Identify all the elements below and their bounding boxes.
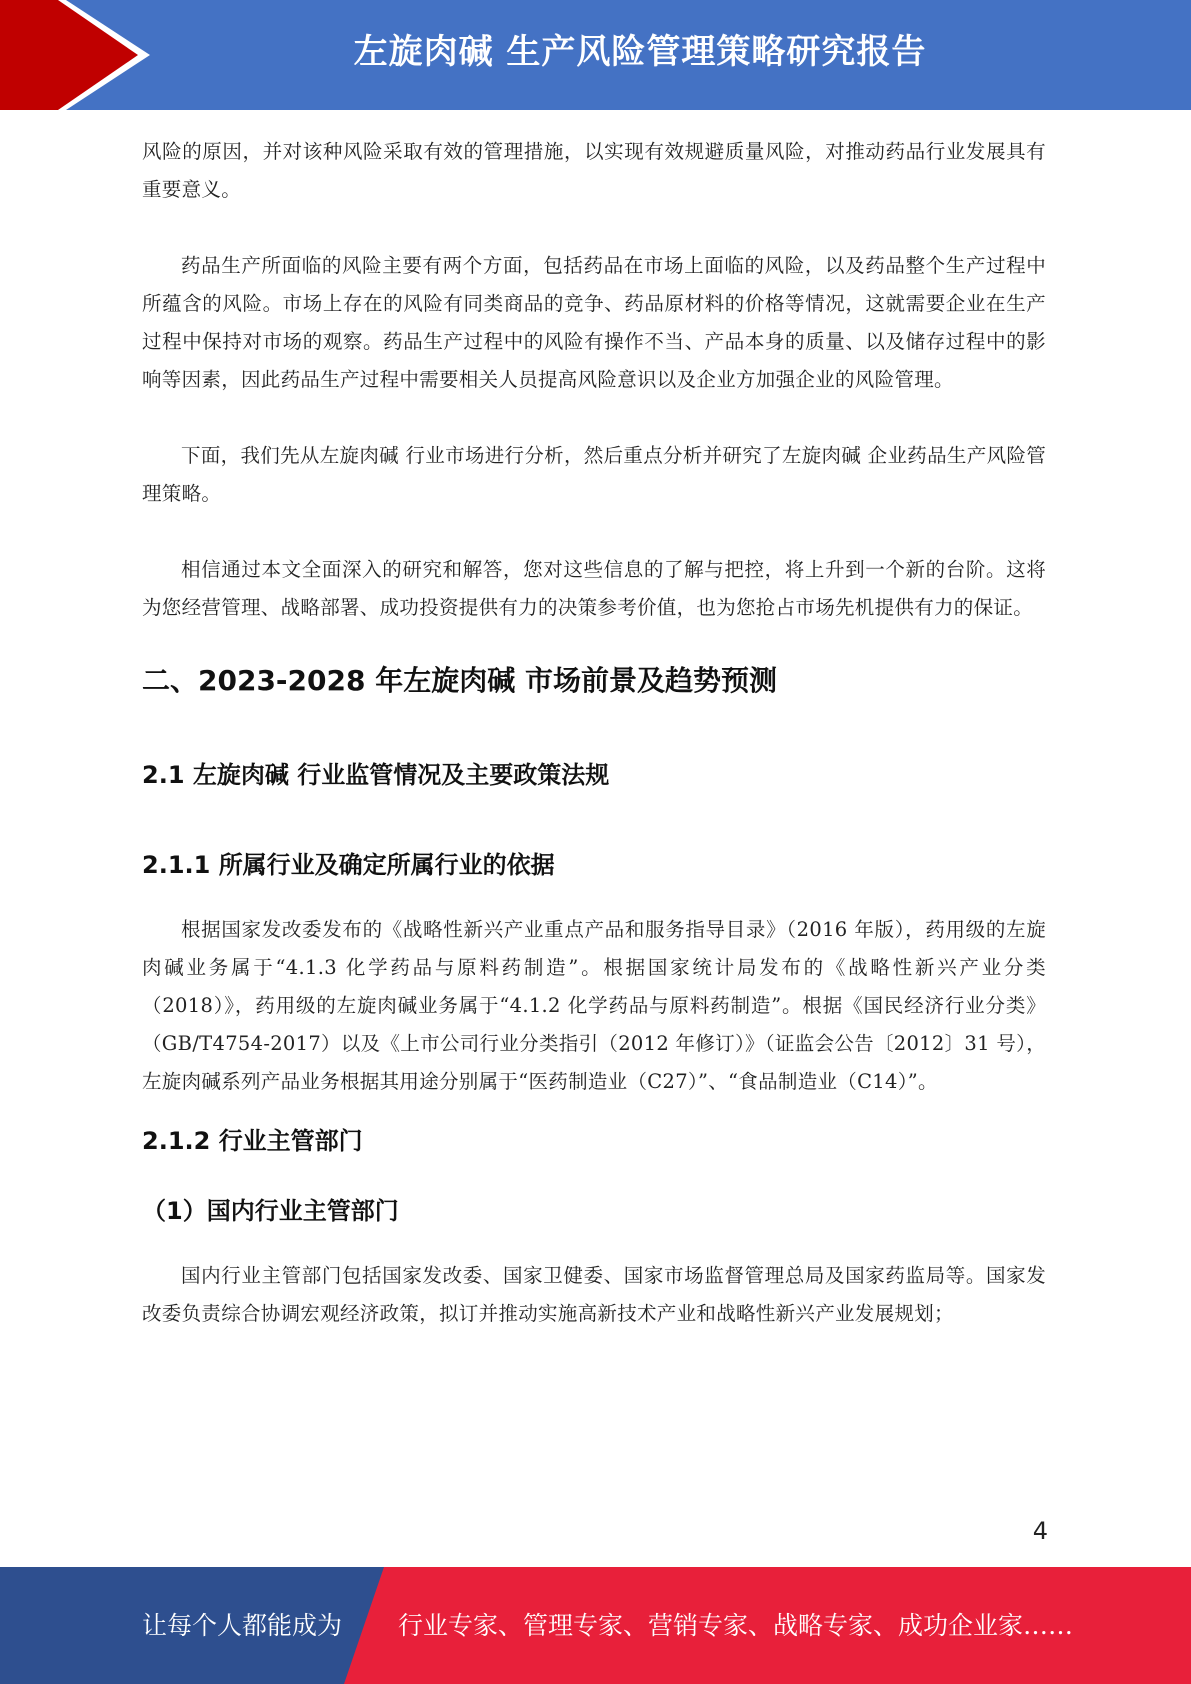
footer-slogan-left: 让每个人都能成为 (142, 1611, 343, 1640)
paragraph-risk-reasons: 风险的原因，并对该种风险采取有效的管理措施，以实现有效规避质量风险，对推动药品行业发展具有重要意义。 (142, 140, 1046, 201)
footer-slogan-right: 行业专家、管理专家、营销专家、战略专家、成功企业家…… (398, 1611, 1074, 1640)
document-title: 左旋肉碱 生产风险管理策略研究报告 (353, 32, 927, 72)
document-body (142, 133, 1046, 1333)
subsection-heading-2-1-2: 2.1.2 行业主管部门 (142, 1127, 363, 1155)
paragraph-analysis-intro: 下面，我们先从左旋肉碱 行业市场进行分析，然后重点分析并研究了左旋肉碱 企业药品生产风险管理策略。 (142, 444, 1046, 505)
header-banner (0, 0, 1191, 110)
section-heading-2: 二、2023-2028 年左旋肉碱 市场前景及趋势预测 (142, 664, 777, 697)
paragraph-industry-classification: 根据国家发改委发布的《战略性新兴产业重点产品和服务指导目录》（2016 年版），药用级的左旋肉碱业务属于“4.1.3 化学药品与原料药制造”。根据国家统计局发布的《战略性新兴产业分类（2018）》，药用级的左旋肉碱业务属于“4.1.2 化学药品与原料药制造”。根据《国民经济行业分类》 （GB/T4754-2017）以及《上市公司行业分类指引（2012 年修订）》（证监会公告〔2012〕31 号），左旋肉碱系列产品业务根据其用途分别属于“医药制造业（C27）”、“食品制造业（C14）”。 (142, 918, 1046, 1093)
paragraph-value-statement: 相信通过本文全面深入的研究和解答，您对这些信息的了解与把控，将上升到一个新的台阶。这将为您经营管理、战略部署、成功投资提供有力的决策参考价值，也为您抢占市场先机提供有力的保证。 (142, 558, 1046, 619)
subsection-heading-2-1: 2.1 左旋肉碱 行业监管情况及主要政策法规 (142, 761, 610, 789)
paragraph-domestic-authorities: 国内行业主管部门包括国家发改委、国家卫健委、国家市场监督管理总局及国家药监局等。国家发改委负责综合协调宏观经济政策，拟订并推动实施高新技术产业和战略性新兴产业发展规划； (142, 1264, 1046, 1325)
page-number: 4 (1032, 1517, 1048, 1545)
paragraph-production-risks: 药品生产所面临的风险主要有两个方面，包括药品在市场上面临的风险，以及药品整个生产过程中所蕴含的风险。市场上存在的风险有同类商品的竞争、药品原材料的价格等情况，这就需要企业在生产过程中保持对市场的观察。药品生产过程中的风险有操作不当、产品本身的质量、以及储存过程中的影响等因素，因此药品生产过程中需要相关人员提高风险意识以及企业方加强企业的风险管理。 (142, 254, 1046, 391)
heading-domestic-authorities: （1）国内行业主管部门 (142, 1197, 399, 1225)
subsection-heading-2-1-1: 2.1.1 所属行业及确定所属行业的依据 (142, 851, 555, 879)
footer-banner (0, 1567, 1191, 1684)
